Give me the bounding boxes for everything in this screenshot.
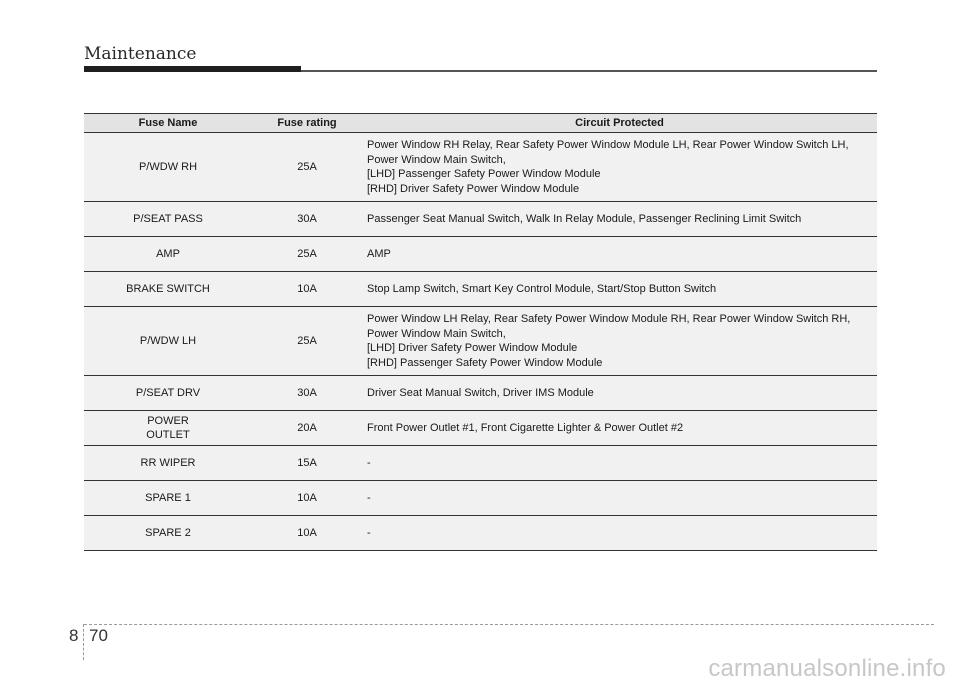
fuse-rating: 25A [252,307,362,376]
fuse-rating: 30A [252,202,362,237]
page-number: 70 [89,626,108,645]
fuse-name: BRAKE SWITCH [84,272,252,307]
circuit-line: [LHD] Driver Safety Power Window Module [367,342,578,354]
fuse-name: P/WDW LH [84,307,252,376]
chapter-number: 8 [69,626,79,645]
circuit-protected [362,481,877,516]
fuse-rating: 25A [252,133,362,202]
fuse-table [84,113,877,551]
fuse-name: P/WDW RH [84,133,252,202]
circuit-line: - [367,491,371,504]
circuit-protected [362,446,877,481]
circuit-protected [362,272,877,307]
circuit-line: Passenger Seat Manual Switch, Walk In Relay Module, Passenger Reclining Limit Switch [367,212,802,225]
circuit-protected [362,307,877,376]
fuse-rating: 10A [252,516,362,551]
table-row [84,446,877,481]
circuit-protected [362,516,877,551]
table-row [84,237,877,272]
fuse-name [84,411,252,446]
circuit-line: Front Power Outlet #1, Front Cigarette Lighter & Power Outlet #2 [367,421,684,434]
fuse-name: AMP [84,237,252,272]
circuit-line: AMP [367,247,391,260]
header-rule-thick [84,66,301,72]
fuse-rating: 10A [252,272,362,307]
circuit-line: [RHD] Driver Safety Power Window Module [367,182,580,195]
circuit-line: Stop Lamp Switch, Smart Key Control Module, Start/Stop Button Switch [367,282,717,295]
table-header-row [84,114,877,133]
header-rule-thin [301,70,877,72]
page-header-title: Maintenance [84,44,197,64]
page-number-divider [83,624,84,660]
table-row [84,516,877,551]
col-header-fuse-name: Fuse Name [84,114,252,133]
col-header-circuit-protected: Circuit Protected [362,114,877,133]
circuit-line: [RHD] Passenger Safety Power Window Module [367,356,603,369]
table-row [84,272,877,307]
fuse-rating: 30A [252,376,362,411]
fuse-name: SPARE 1 [84,481,252,516]
circuit-protected [362,202,877,237]
fuse-rating: 20A [252,411,362,446]
footer-divider [84,624,934,625]
fuse-name: RR WIPER [84,446,252,481]
circuit-line: - [367,526,371,539]
fuse-rating: 10A [252,481,362,516]
table-row [84,411,877,446]
circuit-protected [362,376,877,411]
fuse-name: P/SEAT PASS [84,202,252,237]
circuit-line: Power Window LH Relay, Rear Safety Power Window Module RH, Rear Power Window Switch RH, Power Window Main Switch, [367,313,851,340]
circuit-line: Power Window RH Relay, Rear Safety Power Window Module LH, Rear Power Window Switch LH, Power Window Main Switch, [367,139,849,166]
circuit-line: Driver Seat Manual Switch, Driver IMS Module [367,386,594,399]
circuit-line: - [367,456,371,469]
fuse-rating: 15A [252,446,362,481]
fuse-rating: 25A [252,237,362,272]
circuit-protected [362,133,877,202]
table-row [84,376,877,411]
table-row [84,133,877,202]
circuit-protected [362,411,877,446]
circuit-protected [362,237,877,272]
table-row [84,481,877,516]
col-header-fuse-rating: Fuse rating [252,114,362,133]
circuit-line: [LHD] Passenger Safety Power Window Module [367,168,601,180]
table-row [84,202,877,237]
fuse-name-text: POWER OUTLET [146,414,190,441]
table-row [84,307,877,376]
fuse-name: SPARE 2 [84,516,252,551]
watermark: carmanualsonline.info [708,655,946,682]
fuse-name: P/SEAT DRV [84,376,252,411]
